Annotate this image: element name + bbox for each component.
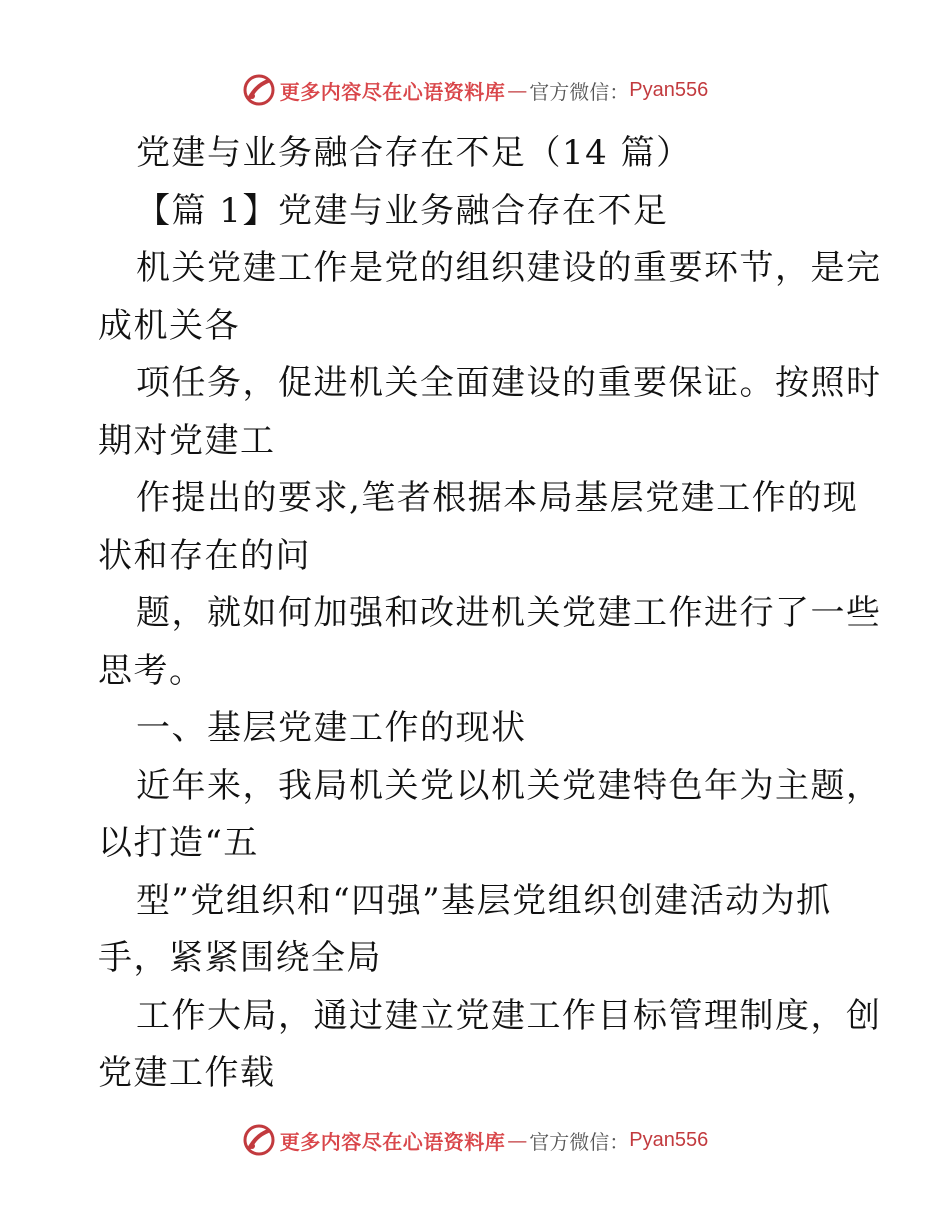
- document-line: 党建工作载: [98, 1053, 276, 1093]
- header-banner: [0, 70, 950, 110]
- document-line: 作提出的要求,笔者根据本局基层党建工作的现: [136, 478, 859, 518]
- document-line: 项任务，促进机关全面建设的重要保证。按照时: [136, 363, 882, 403]
- banner-wechat-id: Pyan556: [629, 78, 709, 101]
- brush-circle-icon: [242, 73, 276, 107]
- banner-brand: 更多内容尽在心语资料库: [279, 1129, 506, 1154]
- document-body: [98, 125, 882, 1103]
- banner-wechat-id: Pyan556: [629, 1128, 709, 1151]
- banner-dash: —: [507, 1128, 528, 1152]
- document-line: 思考。: [98, 650, 205, 691]
- document-line: 工作大局，通过建立党建工作目标管理制度，创: [136, 995, 882, 1036]
- document-line: 题，就如何加强和改进机关党建工作进行了一些: [136, 593, 882, 633]
- document-title: 党建与业务融合存在不足（14 篇）: [136, 133, 692, 173]
- section-heading: 一、基层党建工作的现状: [136, 708, 527, 748]
- banner-wechat-label: 官方微信：: [529, 1129, 630, 1154]
- banner-brand: 更多内容尽在心语资料库: [279, 79, 506, 104]
- banner-dash: —: [507, 78, 528, 102]
- brush-circle-icon: [242, 1123, 276, 1157]
- banner-wechat-label: 官方微信：: [529, 79, 630, 104]
- document-line: 期对党建工: [98, 420, 276, 461]
- document-line: 【篇 1】党建与业务融合存在不足: [136, 190, 669, 231]
- document-line: 机关党建工作是党的组织建设的重要环节，是完: [136, 248, 882, 288]
- document-line: 成机关各: [98, 305, 240, 346]
- document-line: 手，紧紧围绕全局: [98, 938, 382, 978]
- document-line: 型”党组织和“四强”基层党组织创建活动为抓: [136, 880, 832, 921]
- document-line: 状和存在的问: [98, 535, 311, 576]
- document-line: 近年来，我局机关党以机关党建特色年为主题，: [136, 765, 882, 806]
- footer-banner: [0, 1120, 950, 1160]
- document-line: 以打造“五: [98, 823, 259, 863]
